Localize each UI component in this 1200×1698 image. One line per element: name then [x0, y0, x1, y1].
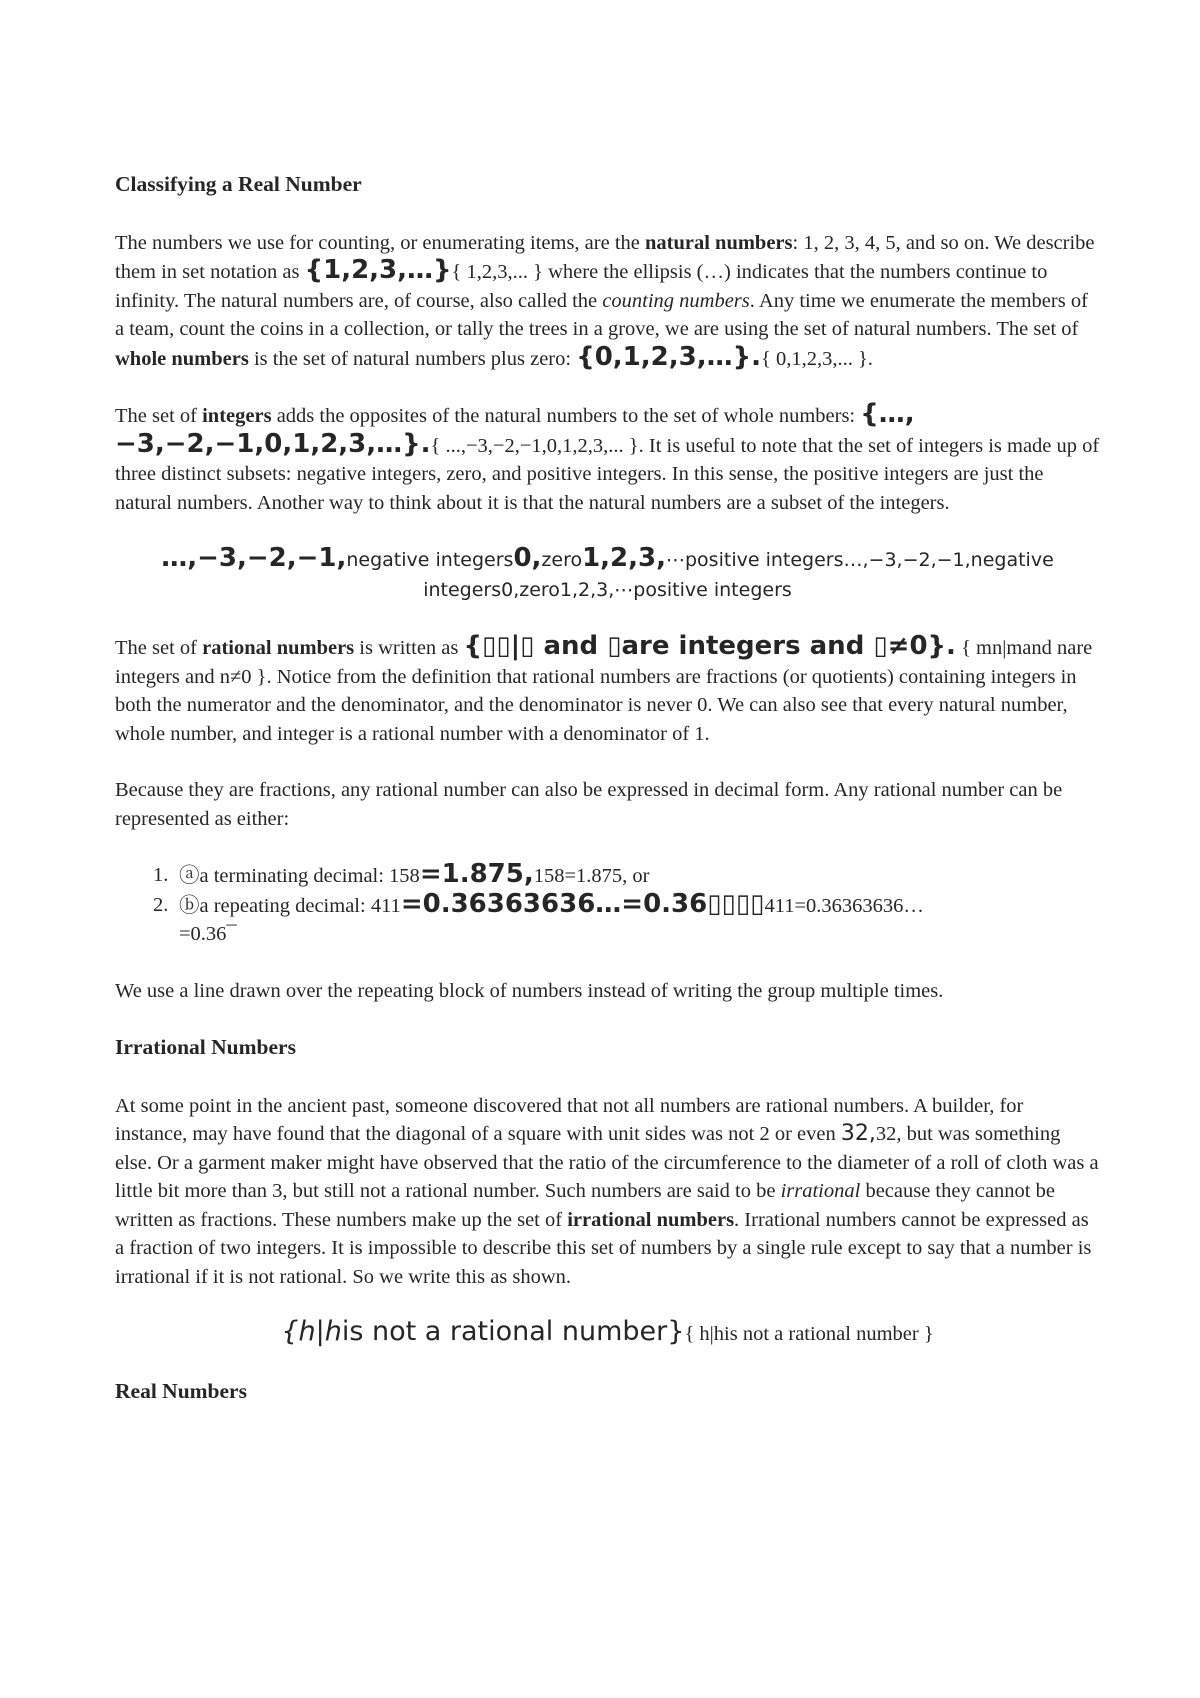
- term-rational-numbers: rational numbers: [202, 637, 355, 659]
- paragraph-overline-note: We use a line drawn over the repeating block of numbers instead of writing the group multiple times.: [115, 979, 944, 1002]
- math-negatives: …,−3,−2,−1,: [161, 543, 347, 573]
- text: ⓑa repeating decimal: 411: [179, 894, 401, 917]
- text: { h|his not a rational number }: [684, 1323, 934, 1345]
- text: The numbers we use for counting, or enumerating items, are the: [115, 231, 645, 254]
- math-placeholder-glyphs: ▯▯▯▯: [707, 888, 765, 919]
- display-irrational-set: [115, 1316, 1100, 1349]
- label-positive-integers: ⋯positive integers…,−3,−2,−1,negative integers0,zero1,2,3,⋯positive integers: [423, 549, 1054, 601]
- text: At some point in the ancient past, someone discovered that not all numbers are rational numbers. A builder, for instance, may have found that the diagonal of a square with unit sides was not 2 or even: [115, 1094, 1024, 1145]
- overbar-mark: ¯: [226, 923, 237, 945]
- list-item: [115, 888, 1100, 949]
- math-whole-set: {0,1,2,3,…}.: [576, 341, 761, 372]
- math-terminating: =1.875,: [419, 859, 534, 889]
- math-variable: {h|h: [281, 1316, 342, 1347]
- list-number: 1.: [153, 864, 169, 886]
- text: { mn|mand nare integers and n≠0 }. Notice from the definition that rational numbers are fractions (or quotients) containing integers in both the numerator and the denominator, and the denominator is never 0. We can also see that every natural number, whole number, and integer is a rational number with a denominator of 1.: [115, 637, 1093, 745]
- paragraph-irrational-numbers: [115, 1092, 1100, 1292]
- math-natural-set: {1,2,3,…}: [304, 255, 452, 285]
- math-three-halves: 32,: [840, 1121, 876, 1146]
- text: . Irrational numbers cannot be expressed as a fraction of two integers. It is impossible to describe this set of numbers by a single rule except to say that a number is irrational if it is not rational. So we write this as shown.: [115, 1208, 1092, 1288]
- text: adds the opposites of the natural numbers to the set of whole numbers:: [271, 405, 861, 427]
- text: 411=0.36363636…: [764, 894, 924, 917]
- paragraph-integers: [115, 401, 1100, 517]
- label-zero: zero: [541, 549, 583, 571]
- text: 32, but was something else. Or a garment maker might have observed that the ratio of the circumference to the diameter of a roll of cloth was a little bit more than 3, but still not a rational number. Such numbers are said to be: [115, 1123, 1099, 1202]
- paragraph-rational-numbers: [115, 633, 1100, 748]
- math-repeating: =0.36363636…=0.36: [400, 888, 708, 919]
- text: =0.36: [179, 923, 227, 945]
- list-number: 2.: [153, 893, 169, 916]
- math-integer-set: {…,−3,−2,−1,0,1,2,3,…}.: [115, 399, 915, 459]
- heading-irrational: Irrational Numbers: [115, 1035, 296, 1059]
- math-zero: 0,: [513, 543, 542, 573]
- heading-real: Real Numbers: [115, 1379, 247, 1403]
- math-irrational-set: [281, 1316, 684, 1347]
- term-counting-numbers: counting numbers: [602, 289, 750, 312]
- document-page: [115, 170, 1100, 1436]
- list-item: [115, 861, 1100, 891]
- text: : 1, 2, 3, 4, 5, and so on. We describe them in set notation as: [115, 231, 1095, 283]
- text: is the set of natural numbers plus zero:: [248, 347, 577, 370]
- text: because they cannot be written as fractions. These numbers make up the set of: [115, 1180, 1055, 1231]
- term-whole-numbers: whole numbers: [115, 347, 249, 370]
- paragraph-decimal-form: Because they are fractions, any rational number can also be expressed in decimal form. Any rational number can be represented as either:: [115, 779, 1063, 830]
- text: { 0,1,2,3,... }.: [760, 347, 873, 370]
- math-positives: 1,2,3,: [582, 543, 666, 573]
- text: . Any time we enumerate the members of a team, count the coins in a collection, or tally the trees in a grove, we are using the set of natural numbers. The set of: [115, 289, 1088, 340]
- heading-classifying: Classifying a Real Number: [115, 172, 362, 196]
- text: { ...,−3,−2,−1,0,1,2,3,... }. It is useful to note that the set of integers is made up of three distinct subsets: negative integers, zero, and positive integers. In this sense, the positive integers are just the natural numbers. Another way to think about it is that the natural numbers are a subset of the integers.: [115, 434, 1100, 514]
- math-text: is not a rational number}: [341, 1316, 685, 1347]
- term-integers: integers: [202, 405, 272, 427]
- text: is written as: [354, 637, 464, 659]
- math-rational-set: {▯▯|▯ and ▯are integers and ▯≠0}.: [463, 631, 956, 661]
- text: The set of: [115, 405, 203, 427]
- term-natural-numbers: natural numbers: [645, 231, 793, 254]
- text: 158=1.875, or: [533, 865, 650, 887]
- term-irrational: irrational: [780, 1180, 861, 1202]
- text: ⓐa terminating decimal: 158: [179, 865, 420, 887]
- paragraph-natural-numbers: [115, 229, 1100, 374]
- label-negative-integers: negative integers: [346, 549, 514, 571]
- display-integer-subsets: [115, 545, 1100, 605]
- text: The set of: [115, 637, 203, 659]
- decimal-type-list: [115, 861, 1100, 949]
- text: { 1,2,3,... } where the ellipsis (…) indicates that the numbers continue to infinity. The natural numbers are, of course, also called the: [115, 261, 1048, 312]
- term-irrational-numbers: irrational numbers: [567, 1208, 735, 1231]
